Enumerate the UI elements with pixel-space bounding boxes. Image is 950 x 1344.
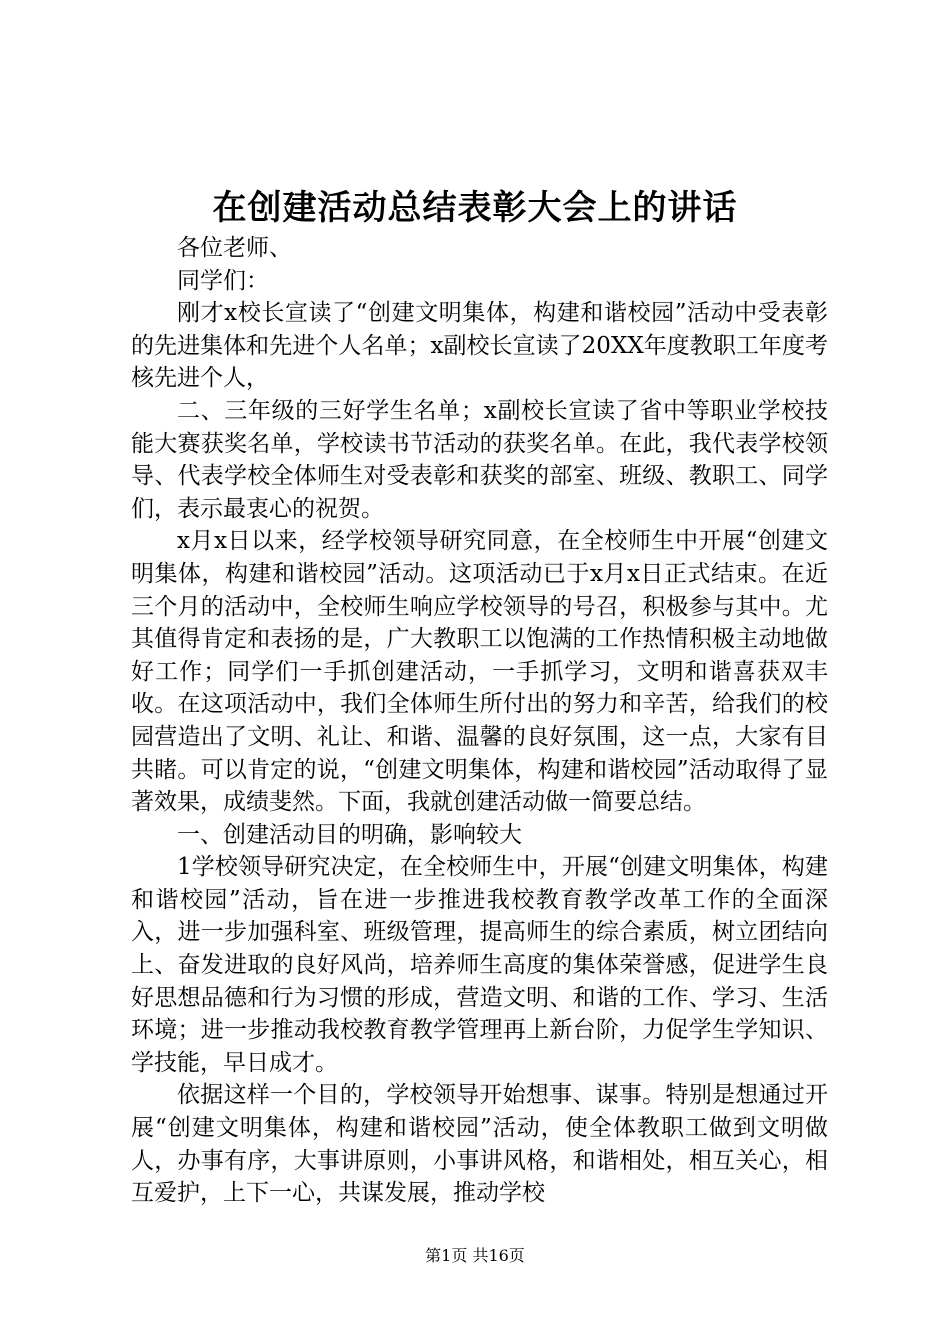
greeting-line-1: 各位老师、 [177,235,292,261]
greeting-line-2: 同学们： [177,267,269,294]
paragraph: 1学校领导研究决定，在全校师生中，开展“创建文明集体，构建和谐校园”活动，旨在进一步推进我校教育教学改革工作的全面深入，进一步加强科室、班级管理，提高师生的综合素质，树立团结向上、奋发进取的良好风尚，培养师生高度的集体荣誉感，促进学生良好思想品德和行为习惯的形成，营造文明、和谐的工作、学习、生活环境；进一步推动我校教育教学管理再上新台阶，力促学生学知识、学技能，早日成才。 [131,854,828,1076]
paragraph: 依据这样一个目的，学校领导开始想事、谋事。特别是想通过开展“创建文明集体，构建和谐校园”活动，使全体教职工做到文明做人，办事有序，大事讲原则，小事讲风格，和谐相处，相互关心，相互爱护，上下一心，共谋发展，推动学校 [131,1082,828,1207]
page-number-footer: 第1页 共16页 [425,1246,525,1265]
paragraph: 二、三年级的三好学生名单；x副校长宣读了省中等职业学校技能大赛获奖名单，学校读书节活动的获奖名单。在此，我代表学校领导、代表学校全体师生对受表彰和获奖的部室、班级、教职工、同学们，表示最衷心的祝贺。 [131,397,828,522]
section-heading: 一、创建活动目的明确，影响较大 [177,821,522,848]
paragraph: x月x日以来，经学校领导研究同意，在全校师生中开展“创建文明集体，构建和谐校园”活动。这项活动已于x月x日正式结束。在近三个月的活动中，全校师生响应学校领导的号召，积极参与其中。尤其值得肯定和表扬的是，广大教职工以饱满的工作热情积极主动地做好工作；同学们一手抓创建活动，一手抓学习，文明和谐喜获双丰收。在这项活动中，我们全体师生所付出的努力和辛苦，给我们的校园营造出了文明、礼让、和谐、温馨的良好氛围，这一点，大家有目共睹。可以肯定的说，“创建文明集体，构建和谐校园”活动取得了显著效果，成绩斐然。下面，我就创建活动做一简要总结。 [131,528,828,816]
document-title: 在创建活动总结表彰大会上的讲话 [212,188,738,228]
document-body [131,232,828,1210]
paragraph: 刚才x校长宣读了“创建文明集体，构建和谐校园”活动中受表彰的先进集体和先进个人名单；x副校长宣读了20XX年度教职工年度考核先进个人， [131,300,828,392]
